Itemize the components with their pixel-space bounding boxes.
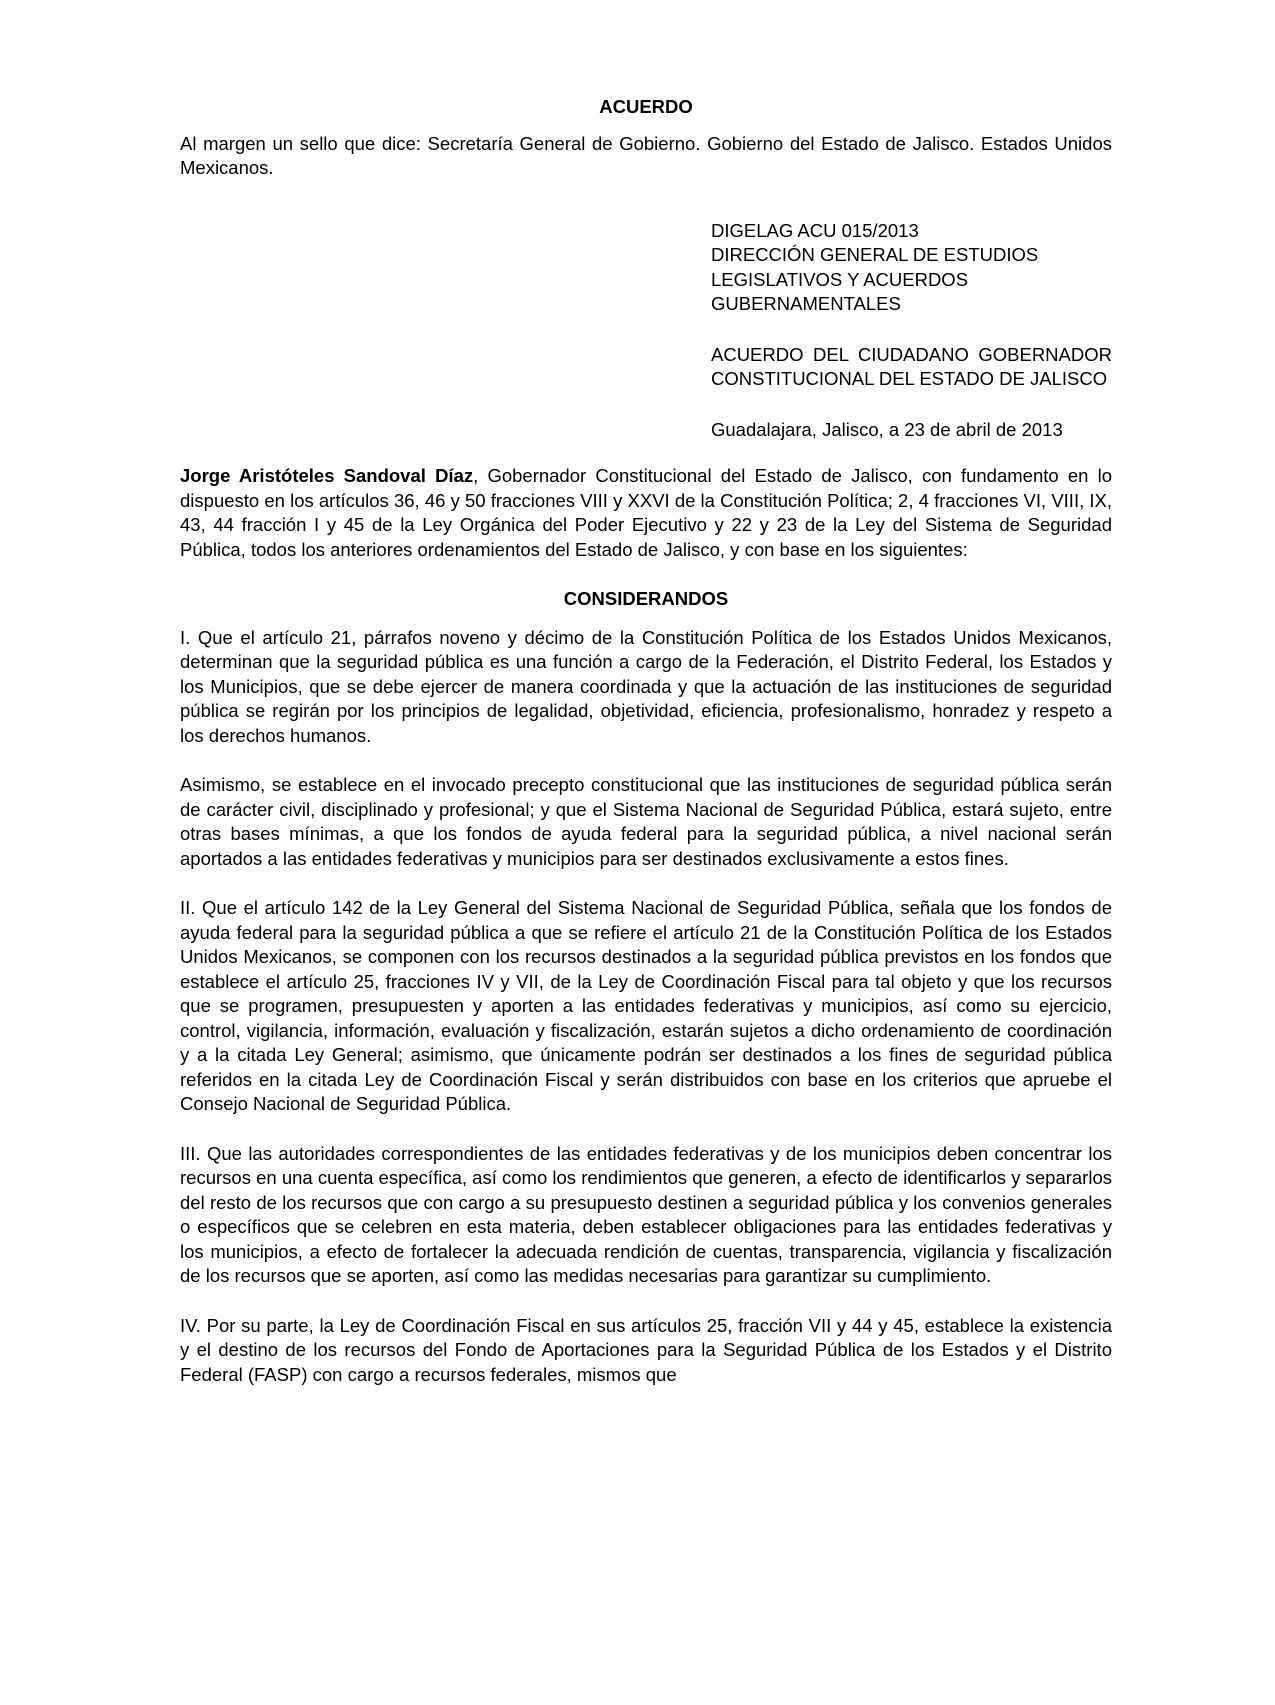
considerando-2: II. Que el artículo 142 de la Ley General del Sistema Nacional de Seguridad Pública, señala que los fondos de ayuda federal para la seguridad pública a que se refiere el artículo 21 de la Constitución Política de los Estados Unidos Mexicanos, se componen con los recursos destinados a la seguridad pública previstos en los fondos que establece el artículo 25, fracciones IV y VII, de la Ley de Coordinación Fiscal para tal objeto y que los recursos que se programen, presupuesten y aporten a las entidades federativas y municipios, así como su ejercicio, control, vigilancia, información, evaluación y fiscalización, estarán sujetos a dicho ordenamiento de coordinación y a la citada Ley General; asimismo, que únicamente podrán ser destinados a los fines de seguridad pública referidos en la citada Ley de Coordinación Fiscal y serán distribuidos con base en los criterios que apruebe el Consejo Nacional de Seguridad Pública.: [180, 897, 1112, 1114]
reference-direction: DIRECCIÓN GENERAL DE ESTUDIOS LEGISLATIVOS Y ACUERDOS GUBERNAMENTALES: [711, 244, 1039, 314]
document-title: ACUERDO: [599, 96, 693, 117]
reference-agreement: ACUERDO DEL CIUDADANO GOBERNADOR CONSTITUCIONAL DEL ESTADO DE JALISCO: [711, 343, 1112, 389]
reference-place-date: Guadalajara, Jalisco, a 23 de abril de 2013: [711, 418, 1063, 440]
section-title: CONSIDERANDOS: [563, 588, 729, 609]
reference-code-text: DIGELAG ACU 015/2013: [711, 219, 919, 241]
margin-note: Al margen un sello que dice: Secretaría General de Gobierno. Gobierno del Estado de Jalisco. Estados Unidos Mexicanos.: [180, 132, 1112, 178]
intro-paragraph: [180, 464, 1112, 562]
considerando-3: III. Que las autoridades correspondientes de las entidades federativas y de los municipios deben concentrar los recursos en una cuenta específica, así como los rendimientos que generen, a efecto de identificarlos y separarlos del resto de los recursos que con cargo a su presupuesto destinen a seguridad pública y los convenios generales o específicos que se celebren en esta materia, deben establecer obligaciones para las entidades federativas y los municipios, a efecto de fortalecer la adecuada rendición de cuentas, transparencia, vigilancia y fiscalización de los recursos que se aporten, así como las medidas necesarias para garantizar su cumplimiento.: [180, 1142, 1112, 1286]
reference-block: [711, 219, 1112, 443]
considerando-1-cont: Asimismo, se establece en el invocado precepto constitucional que las instituciones de seguridad pública serán de carácter civil, disciplinado y profesional; y que el Sistema Nacional de Seguridad Pública, estará sujeto, entre otras bases mínimas, a que los fondos de ayuda federal para la seguridad pública, a nivel nacional serán aportados a las entidades federativas y municipios para ser destinados exclusivamente a estos fines.: [180, 774, 1112, 869]
governor-name: Jorge Aristóteles Sandoval Díaz: [180, 465, 474, 486]
document-body: [180, 95, 1112, 1387]
reference-code: [711, 219, 1112, 244]
considerando-1: I. Que el artículo 21, párrafos noveno y décimo de la Constitución Política de los Estados Unidos Mexicanos, determinan que la seguridad pública es una función a cargo de la Federación, el Distrito Federal, los Estados y los Municipios, que se debe ejercer de manera coordinada y que la actuación de las instituciones de seguridad pública se regirán por los principios de legalidad, objetividad, eficiencia, profesionalismo, honradez y respeto a los derechos humanos.: [180, 626, 1112, 746]
intro-text: , Gobernador Constitucional del Estado de Jalisco, con fundamento en lo dispuesto en los artículos 36, 46 y 50 fracciones VIII y XXVI de la Constitución Política; 2, 4 fracciones VI, VIII, IX, 43, 44 fracción I y 45 de la Ley Orgánica del Poder Ejecutivo y 22 y 23 de la Ley del Sistema de Seguridad Pública, todos los anteriores ordenamientos del Estado de Jalisco, y con base en los siguientes:: [180, 465, 1113, 560]
considerando-4: IV. Por su parte, la Ley de Coordinación Fiscal en sus artículos 25, fracción VII y 44 y 45, establece la existencia y el destino de los recursos del Fondo de Aportaciones para la Seguridad Pública de los Estados y el Distrito Federal (FASP) con cargo a recursos federales, mismos que: [180, 1314, 1112, 1385]
